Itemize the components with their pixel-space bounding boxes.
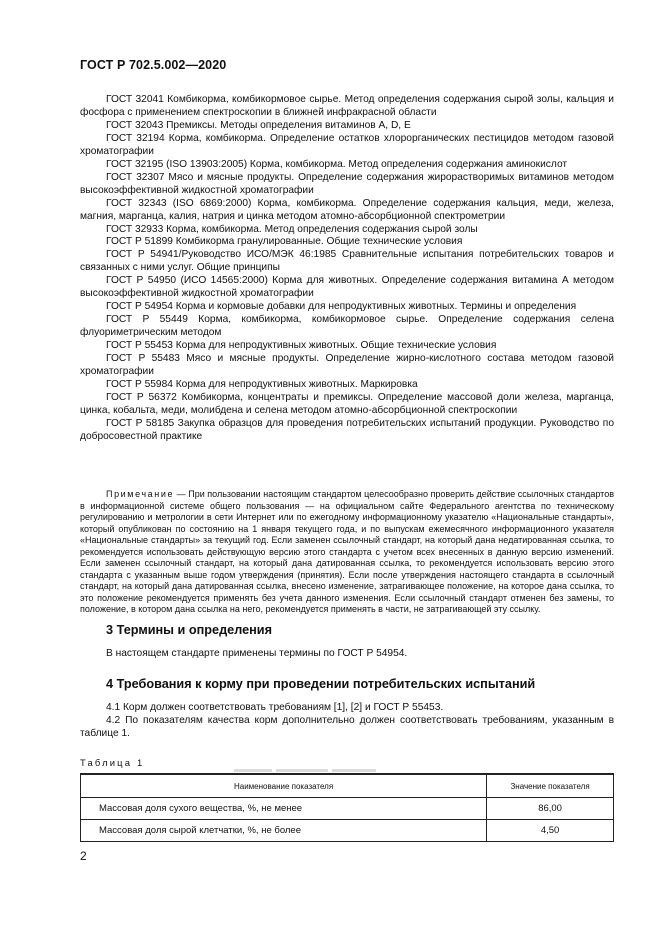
page-number: 2: [80, 849, 87, 863]
value-cell: 86,00: [487, 798, 614, 820]
normative-references-list: [80, 94, 614, 444]
table-row: [81, 820, 614, 842]
requirements-table: [80, 773, 614, 842]
reference-item: ГОСТ 32933 Корма, комбикорма. Метод определения содержания сырой золы: [106, 223, 478, 235]
section-4-body: [80, 701, 614, 741]
table-row: [81, 798, 614, 820]
table-header-row: [81, 774, 614, 798]
column-header-value: Значение показателя: [487, 774, 614, 798]
section-3-text: В настоящем стандарте применены термины по ГОСТ Р 54954.: [106, 648, 408, 659]
reference-item: ГОСТ Р 56372 Комбикорма, концентраты и премиксы. Определение массовой доли железа, марганца, цинка, кобальта, меди, молибдена и селена методом атомно-абсорбционной спектроскопии: [80, 391, 614, 416]
indicator-cell: Массовая доля сырой клетчатки, %, не более: [81, 820, 487, 842]
reference-item: ГОСТ Р 55483 Мясо и мясные продукты. Определение жирно-кислотного состава методом газовой хроматографии: [80, 353, 614, 378]
reference-item: ГОСТ Р 55984 Корма для непродуктивных животных. Маркировка: [106, 378, 418, 390]
section-3-heading: 3 Термины и определения: [106, 623, 273, 637]
clause-4-2: 4.2 По показателям качества корм дополнительно должен соответствовать требованиям, указанным в таблице 1.: [80, 715, 614, 740]
section-4-heading: 4 Требования к корму при проведении потребительских испытаний: [106, 677, 536, 691]
reference-item: ГОСТ Р 55453 Корма для непродуктивных животных. Общие технические условия: [106, 340, 497, 352]
reference-item: ГОСТ 32043 Премиксы. Методы определения витаминов А, D, Е: [106, 119, 411, 131]
reference-item: ГОСТ 32307 Мясо и мясные продукты. Определение содержания жирорастворимых витаминов методом высокоэффективной жидкостной хроматографии: [80, 171, 614, 196]
reference-item: ГОСТ Р 54954 Корма и кормовые добавки для непродуктивных животных. Термины и определения: [106, 301, 577, 313]
reference-item: ГОСТ Р 58185 Закупка образцов для проведения потребительских испытаний продукции. Руководство по добросовестной практике: [80, 417, 614, 442]
reference-item: ГОСТ Р 51899 Комбикорма гранулированные. Общие технические условия: [106, 236, 463, 248]
column-header-indicator: Наименование показателя: [81, 774, 487, 798]
reference-item: ГОСТ Р 54941/Руководство ИСО/МЭК 46:1985 Сравнительные испытания потребительских товаров и связанных с ними услуг. Общие принципы: [80, 249, 614, 274]
value-cell: 4,50: [487, 820, 614, 842]
indicator-cell: Массовая доля сухого вещества, %, не менее: [81, 798, 487, 820]
reference-item: ГОСТ 32343 (ISO 6869:2000) Корма, комбикорма. Определение содержания кальция, меди, железа, магния, марганца, калия, натрия и цинка методом атомно-абсорбционной спектрометрии: [80, 197, 614, 222]
table-caption: Таблица 1: [80, 757, 145, 768]
note-text: — При пользовании настоящим стандартом целесообразно проверить действие ссылочных стандартов в информационной системе общего пользования — на официальном сайте Федерального агентства по техническому регулированию и метрологии в сети Интернет или по ежегодному информационному указателю «Национальные стандарты», который опубликован по состоянию на 1 января текущего года, и по выпускам ежемесячного информационного указателя «Национальные стандарты» за текущий год. Если заменен ссылочный стандарт, на который дана недатированная ссылка, то рекомендуется использовать действующую версию этого стандарта с учетом всех внесенных в данную версию изменений. Если заменен ссылочный стандарт, на который дана датированная ссылка, то рекомендуется использовать версию этого стандарта с указанным выше годом утверждения (принятия). Если после утверждения настоящего стандарта в ссылочный стандарт, на который дана датированная ссылка, внесено изменение, затрагивающее положение, на которое дана ссылка, то это положение рекомендуется применять без учета данного изменения. Если ссылочный стандарт отменен без замены, то положение, в котором дана ссылка на него, рекомендуется применять в части, не затрагивающей эту ссылку.: [80, 489, 614, 615]
reference-item: ГОСТ Р 55449 Корма, комбикорма, комбикормовое сырье. Определение содержания селена флуориметрическим методом: [80, 314, 614, 339]
reference-item: ГОСТ 32195 (ISO 13903:2005) Корма, комбикорма. Метод определения содержания аминокислот: [106, 158, 568, 170]
note-label: Примечание: [106, 489, 175, 499]
reference-item: ГОСТ 32041 Комбикорма, комбикормовое сырье. Метод определения содержания сырой золы, кальция и фосфора с применением спектроскопии в ближней инфракрасной области: [80, 94, 614, 118]
standard-header: ГОСТ Р 702.5.002—2020: [80, 58, 227, 72]
references-note: [80, 489, 614, 616]
section-3-body: [80, 647, 614, 660]
reference-item: ГОСТ 32194 Корма, комбикорма. Определение остатков хлорорганических пестицидов методом газовой хроматографии: [80, 132, 614, 157]
reference-item: ГОСТ Р 54950 (ИСО 14565:2000) Корма для животных. Определение содержания витамина А методом высокоэффективной жидкостной хроматографии: [80, 275, 614, 300]
clause-4-1: 4.1 Корм должен соответствовать требованиям [1], [2] и ГОСТ Р 55453.: [106, 702, 444, 713]
